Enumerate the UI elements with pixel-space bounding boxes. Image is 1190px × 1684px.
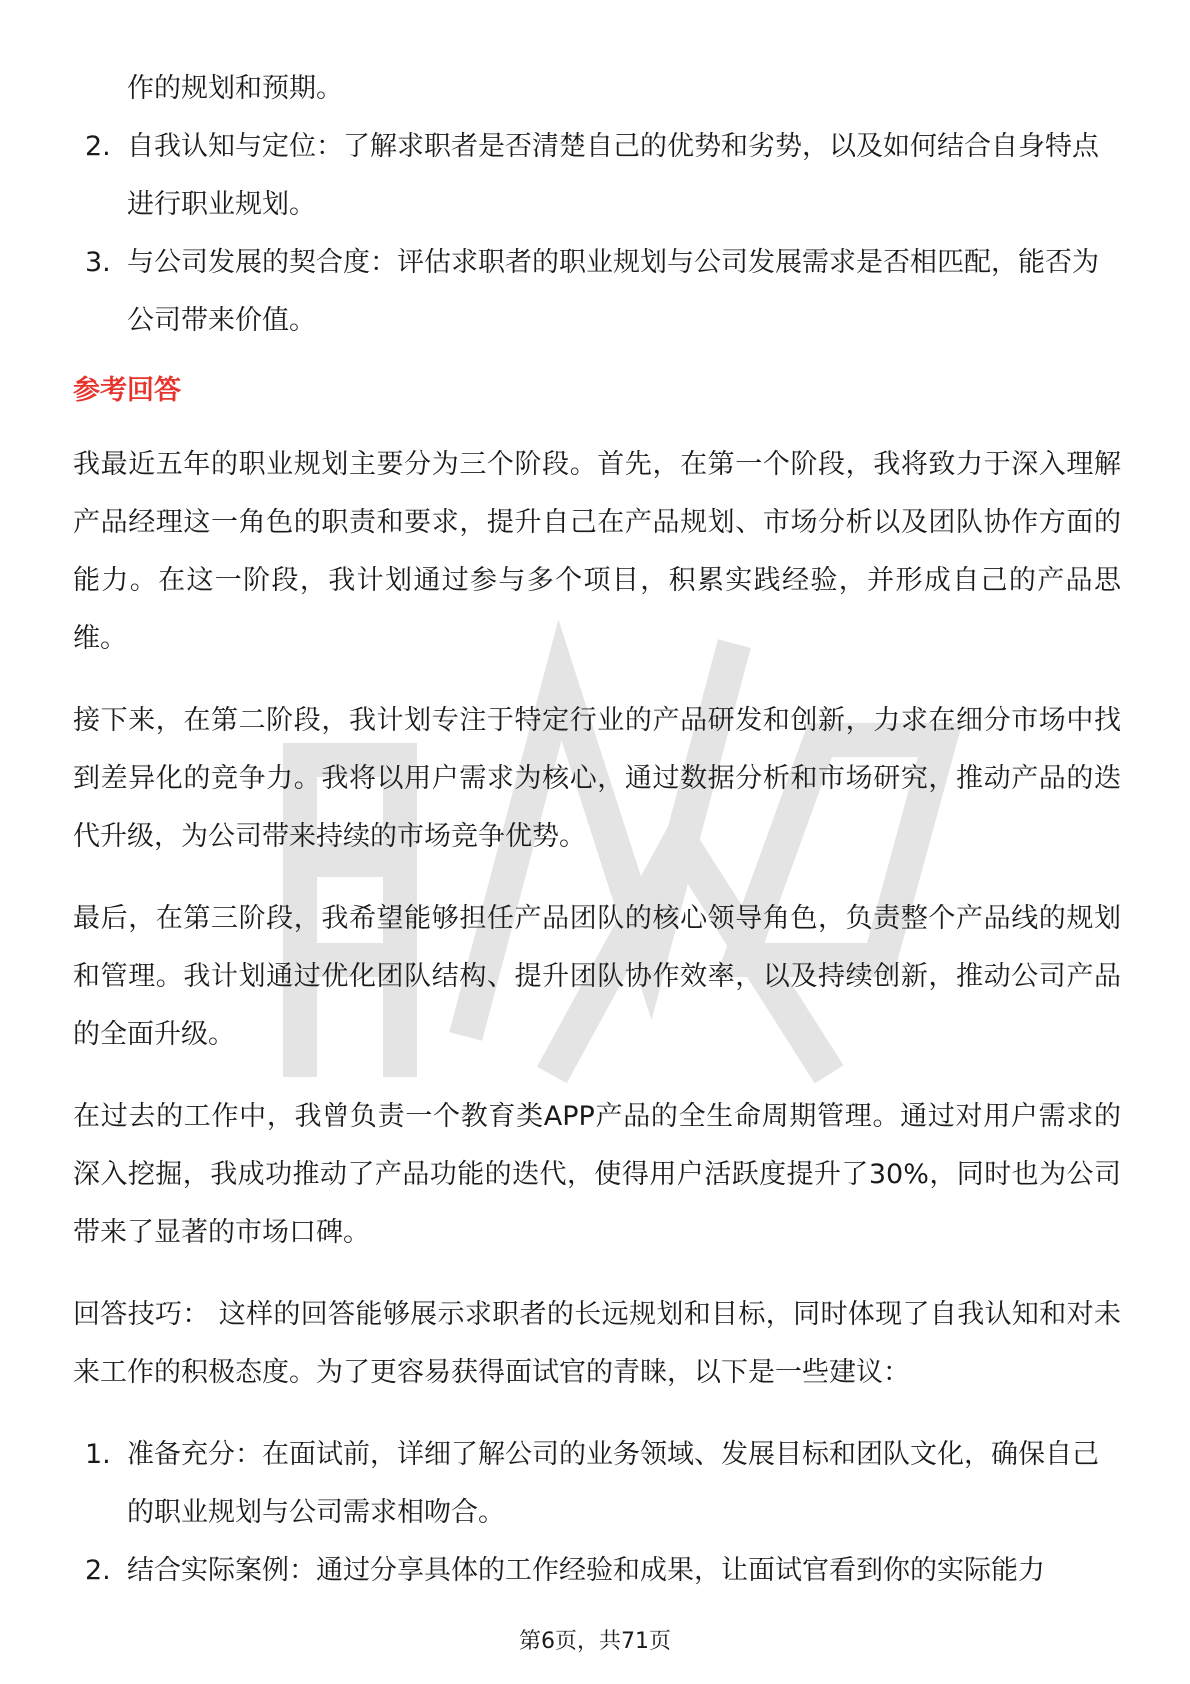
list-number: 2.	[85, 1555, 111, 1586]
list-item	[73, 234, 1121, 350]
list-item	[73, 1542, 1121, 1600]
list-item-text: 自我认知与定位：了解求职者是否清楚自己的优势和劣势，以及如何结合自身特点进行职业规划。	[127, 131, 1099, 220]
list-number: 2.	[85, 131, 111, 162]
list-item-text: 结合实际案例：通过分享具体的工作经验和成果，让面试官看到你的实际能力	[127, 1555, 1045, 1586]
paragraph: 最后，在第三阶段，我希望能够担任产品团队的核心领导角色，负责整个产品线的规划和管理。我计划通过优化团队结构、提升团队协作效率，以及持续创新，推动公司产品的全面升级。	[73, 903, 1121, 1050]
list-item-text: 准备充分：在面试前，详细了解公司的业务领域、发展目标和团队文化，确保自己的职业规划与公司需求相吻合。	[127, 1439, 1099, 1528]
list-item	[73, 1426, 1121, 1542]
list-item-text: 与公司发展的契合度：评估求职者的职业规划与公司发展需求是否相匹配，能否为公司带来价值。	[127, 247, 1099, 336]
bottom-numbered-list	[73, 1426, 1121, 1600]
page-number-footer: 第6页，共71页	[519, 1629, 671, 1654]
paragraph: 我最近五年的职业规划主要分为三个阶段。首先，在第一个阶段，我将致力于深入理解产品经理这一角色的职责和要求，提升自己在产品规划、市场分析以及团队协作方面的能力。在这一阶段，我计划通过参与多个项目，积累实践经验，并形成自己的产品思维。	[73, 449, 1121, 654]
paragraph: 接下来，在第二阶段，我计划专注于特定行业的产品研发和创新，力求在细分市场中找到差异化的竞争力。我将以用户需求为核心，通过数据分析和市场研究，推动产品的迭代升级，为公司带来持续的市场竞争优势。	[73, 705, 1121, 852]
top-numbered-list	[73, 118, 1121, 350]
paragraph: 在过去的工作中，我曾负责一个教育类APP产品的全生命周期管理。通过对用户需求的深入挖掘，我成功推动了产品功能的迭代，使得用户活跃度提升了30%，同时也为公司带来了显著的市场口碑。	[73, 1101, 1121, 1248]
document-content	[73, 60, 1121, 1600]
section-heading: 参考回答	[73, 375, 181, 406]
list-item	[73, 118, 1121, 234]
list-number: 3.	[85, 247, 111, 278]
list-item-continuation: 作的规划和预期。	[127, 73, 343, 104]
list-number: 1.	[85, 1439, 111, 1470]
paragraph-tips: 回答技巧： 这样的回答能够展示求职者的长远规划和目标，同时体现了自我认知和对未来工作的积极态度。为了更容易获得面试官的青睐，以下是一些建议：	[73, 1299, 1121, 1388]
